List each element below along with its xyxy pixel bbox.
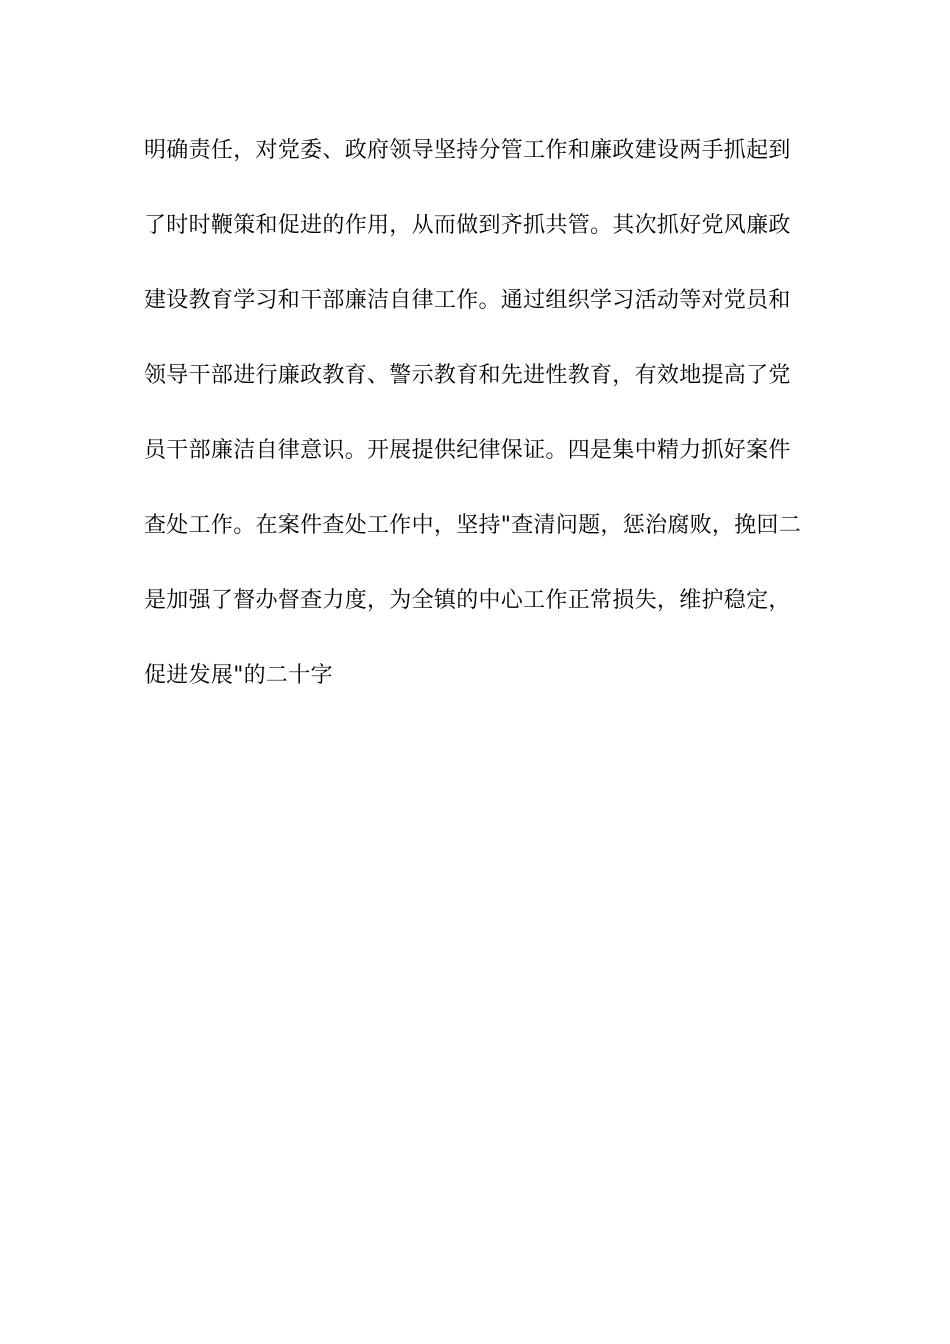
text-line-7: 是加强了督办督查力度，为全镇的中心工作正常损失，维护稳定， (144, 588, 791, 613)
text-line-6: 查处工作。在案件查处工作中，坚持"查清问题，惩治腐败，挽回二 (144, 513, 802, 538)
text-line-4: 领导干部进行廉政教育、警示教育和先进性教育，有效地提高了党 (144, 363, 791, 388)
text-line-1: 明确责任，对党委、政府领导坚持分管工作和廉政建设两手抓起到 (144, 138, 791, 163)
text-line-2: 了时时鞭策和促进的作用，从而做到齐抓共管。其次抓好党风廉政 (144, 213, 791, 238)
text-line-5: 员干部廉洁自律意识。开展提供纪律保证。四是集中精力抓好案件 (144, 438, 791, 463)
text-line-8: 促进发展"的二十字 (144, 663, 333, 688)
text-line-3: 建设教育学习和干部廉洁自律工作。通过组织学习活动等对党员和 (144, 288, 791, 313)
body-paragraph (144, 132, 824, 732)
